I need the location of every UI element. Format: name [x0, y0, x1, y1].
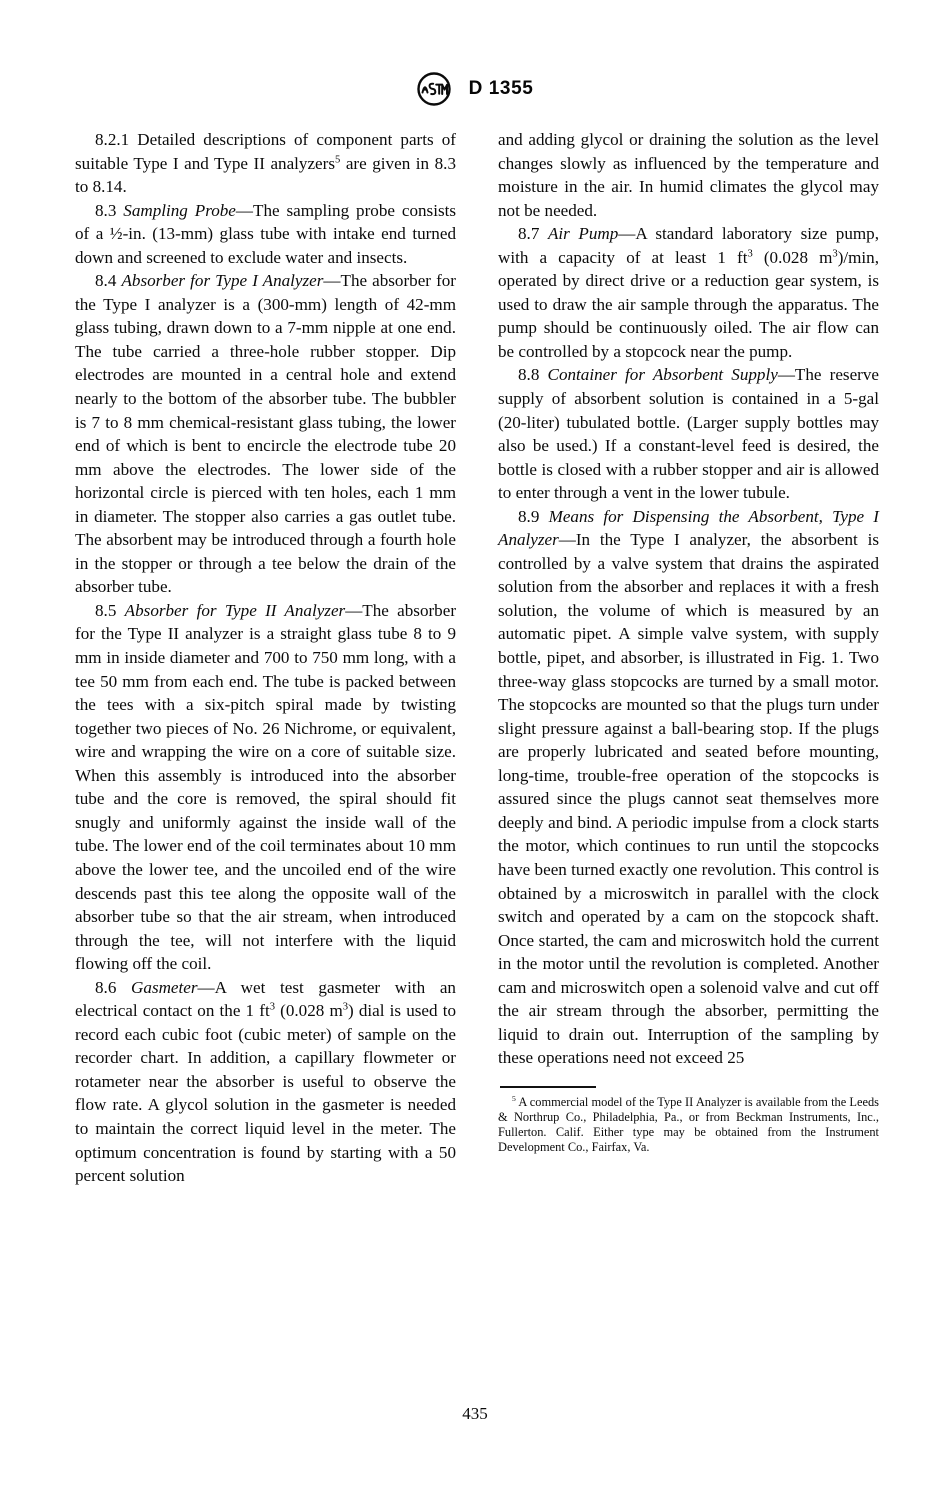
- paragraph-text-mid: (0.028 m: [275, 1001, 343, 1021]
- section-number: 8.7: [518, 224, 540, 244]
- page-number: 435: [462, 1404, 488, 1423]
- footnote-marker: 5: [512, 1093, 516, 1103]
- section-heading: Absorber for Type II Analyzer: [124, 600, 346, 620]
- paragraph-text: —A standard laboratory size pump, with a capacity of at least 1 ft: [498, 224, 880, 267]
- paragraph-8-4: [75, 269, 456, 599]
- paragraph-text-tail: )/min, operated by direct drive or a reduction gear system, is used to draw the air sample through the apparatus. The pump should be continuously oiled. The air flow can be controlled by a stopcock near the pump.: [498, 247, 879, 361]
- paragraph-text: —A wet test gasmeter with an electrical contact on the 1 ft: [75, 977, 456, 1021]
- section-number: 8.6: [95, 977, 117, 997]
- astm-logo-icon: [417, 72, 451, 106]
- document-number: D 1355: [468, 78, 534, 99]
- superscript-cubic-feet: 3: [747, 248, 753, 260]
- paragraph-text: —The absorber for the Type I analyzer is a (300-mm) length of 42-mm glass tubing, drawn down to a 7-mm nipple at one end. The tube carried a three-hole rubber stopper. Dip electrodes are mounted in a central hole and extend nearly to the bottom of the absorber tube. The bubbler is 7 to 8 mm chemical-resistant glass tubing, the lower end of which is bent to encircle the electrode tube 20 mm above the electrodes. The lower side of the horizontal circle is pierced with ten holes, each 1 mm in diameter. The stopper also carries a gas outlet tube. The absorbent may be introduced through a fourth hole in the stopper or through a tee below the drain of the absorber tube.: [75, 271, 456, 597]
- footnote-body: A commercial model of the Type II Analyzer is available from the Leeds & Northrup Co., Philadelphia, Pa., or from Beckman Instruments, Inc., Fullerton. Calif. Either type may be obtained from the Instrument Development Co., Fairfax, Va.: [498, 1094, 879, 1155]
- paragraph-text: Detailed descriptions of component parts of suitable Type I and Type II analyzers: [75, 130, 456, 173]
- paragraph-text-mid: (0.028 m: [752, 247, 833, 267]
- left-column: [75, 128, 456, 1188]
- paragraph-continuation: [498, 128, 879, 222]
- paragraph-text-tail: are given in 8.3 to 8.14.: [75, 153, 456, 197]
- footnote-marker: 5: [335, 153, 341, 165]
- paragraph-8-9: [498, 505, 879, 1070]
- section-number: 8.4: [95, 271, 117, 291]
- footnote-text: [498, 1095, 879, 1156]
- section-heading: Container for Absorbent Supply: [547, 365, 778, 385]
- paragraph-8-2-1: [75, 128, 456, 199]
- superscript-cubic-meter: 3: [342, 1001, 349, 1013]
- paragraph-8-3: [75, 199, 456, 270]
- paragraph-8-8: [498, 363, 879, 504]
- paragraph-text: and adding glycol or draining the solution as the level changes slowly as influenced by the temperature and moisture in the air. In humid climates the glycol may not be needed.: [498, 130, 879, 220]
- paragraph-text-tail: ) dial is used to record each cubic foot (cubic meter) of sample on the recorder chart. In addition, a capillary flowmeter or rotameter near the absorber is useful to observe the flow rate. A glycol solution in the gasmeter is needed to maintain the correct liquid level in the meter. The optimum concentration is found by starting with a 50 percent solution: [75, 1001, 457, 1186]
- page-header: [0, 72, 950, 106]
- section-heading: Absorber for Type I Analyzer: [121, 271, 324, 291]
- section-heading: Air Pump: [547, 224, 619, 244]
- section-heading: Means for Dispensing the Absorbent, Type I Analyzer: [498, 506, 879, 550]
- footnote-block: [498, 1086, 879, 1156]
- paragraph-8-5: [75, 599, 456, 976]
- paragraph-8-6: [75, 976, 456, 1188]
- section-number: 8.5: [95, 600, 117, 620]
- section-heading: Sampling Probe: [123, 200, 236, 220]
- section-number: 8.3: [95, 200, 117, 220]
- paragraph-text: —The reserve supply of absorbent solution is contained in a 5-gal (20-liter) tubulated bottle. (Larger supply bottles may also be used.) If a constant-level feed is desired, the bottle is closed with a rubber stopper and air is allowed to enter through a vent in the lower tubule.: [498, 365, 879, 503]
- section-number: 8.9: [518, 506, 540, 526]
- section-number: 8.8: [518, 365, 540, 385]
- right-column: [498, 128, 879, 1156]
- section-heading: Gasmeter: [131, 977, 198, 997]
- superscript-cubic-meter: 3: [832, 248, 838, 260]
- paragraph-text: —The sampling probe consists of a ½-in. (13-mm) glass tube with intake end turned down and screened to exclude water and insects.: [75, 200, 456, 267]
- body-columns: [75, 128, 880, 1188]
- section-number: 8.2.1: [95, 130, 130, 149]
- footnote-separator-rule: [500, 1086, 596, 1088]
- paragraph-text: —In the Type I analyzer, the absorbent is controlled by a valve system that drains the aspirated solution from the absorber and replaces it with a fresh solution, the volume of which is measured by an automatic pipet. A simple valve system, with supply bottle, pipet, and absorber, is illustrated in Fig. 1. Two three-way glass stopcocks are turned by a small motor. The stopcocks are mounted so that the plugs turn under slight pressure against a ball-bearing stop. If the plugs are properly lubricated and seated before mounting, long-time, trouble-free operation of the stopcocks is assured since the plugs cannot seat themselves more deeply and bind. A periodic impulse from a clock starts the motor, which continues to run until the stopcocks have been turned exactly one revolution. This control is obtained by a microswitch in parallel with the clock switch and operated by a cam on the stopcock shaft. Once started, the cam and microswitch hold the current in the motor until the revolution is completed. Another cam and microswitch open a solenoid valve and cut off the air stream through the absorber, permitting the liquid to drain out. Interruption of the sampling by these operations need not exceed 25: [498, 530, 879, 1068]
- paragraph-text: —The absorber for the Type II analyzer is a straight glass tube 8 to 9 mm in inside diameter and 700 to 750 mm long, with a tee 50 mm from each end. The tube is packed between the tees with a six-pitch spiral made by twisting together two pieces of No. 26 Nichrome, or equivalent, wire and wrapping the wire on a core of suitable size. When this assembly is introduced into the absorber tube and the core is removed, the spiral should fit snugly and uniformly against the inside wall of the tube. The lower end of the coil terminates about 10 mm above the lower tee, and the uncoiled end of the wire descends past this tee along the opposite wall of the absorber tube so that the air stream, when introduced through the tee, will not interfere with the liquid flowing off the coil.: [75, 600, 457, 974]
- paragraph-8-7: [498, 222, 879, 363]
- superscript-cubic-feet: 3: [269, 1001, 275, 1013]
